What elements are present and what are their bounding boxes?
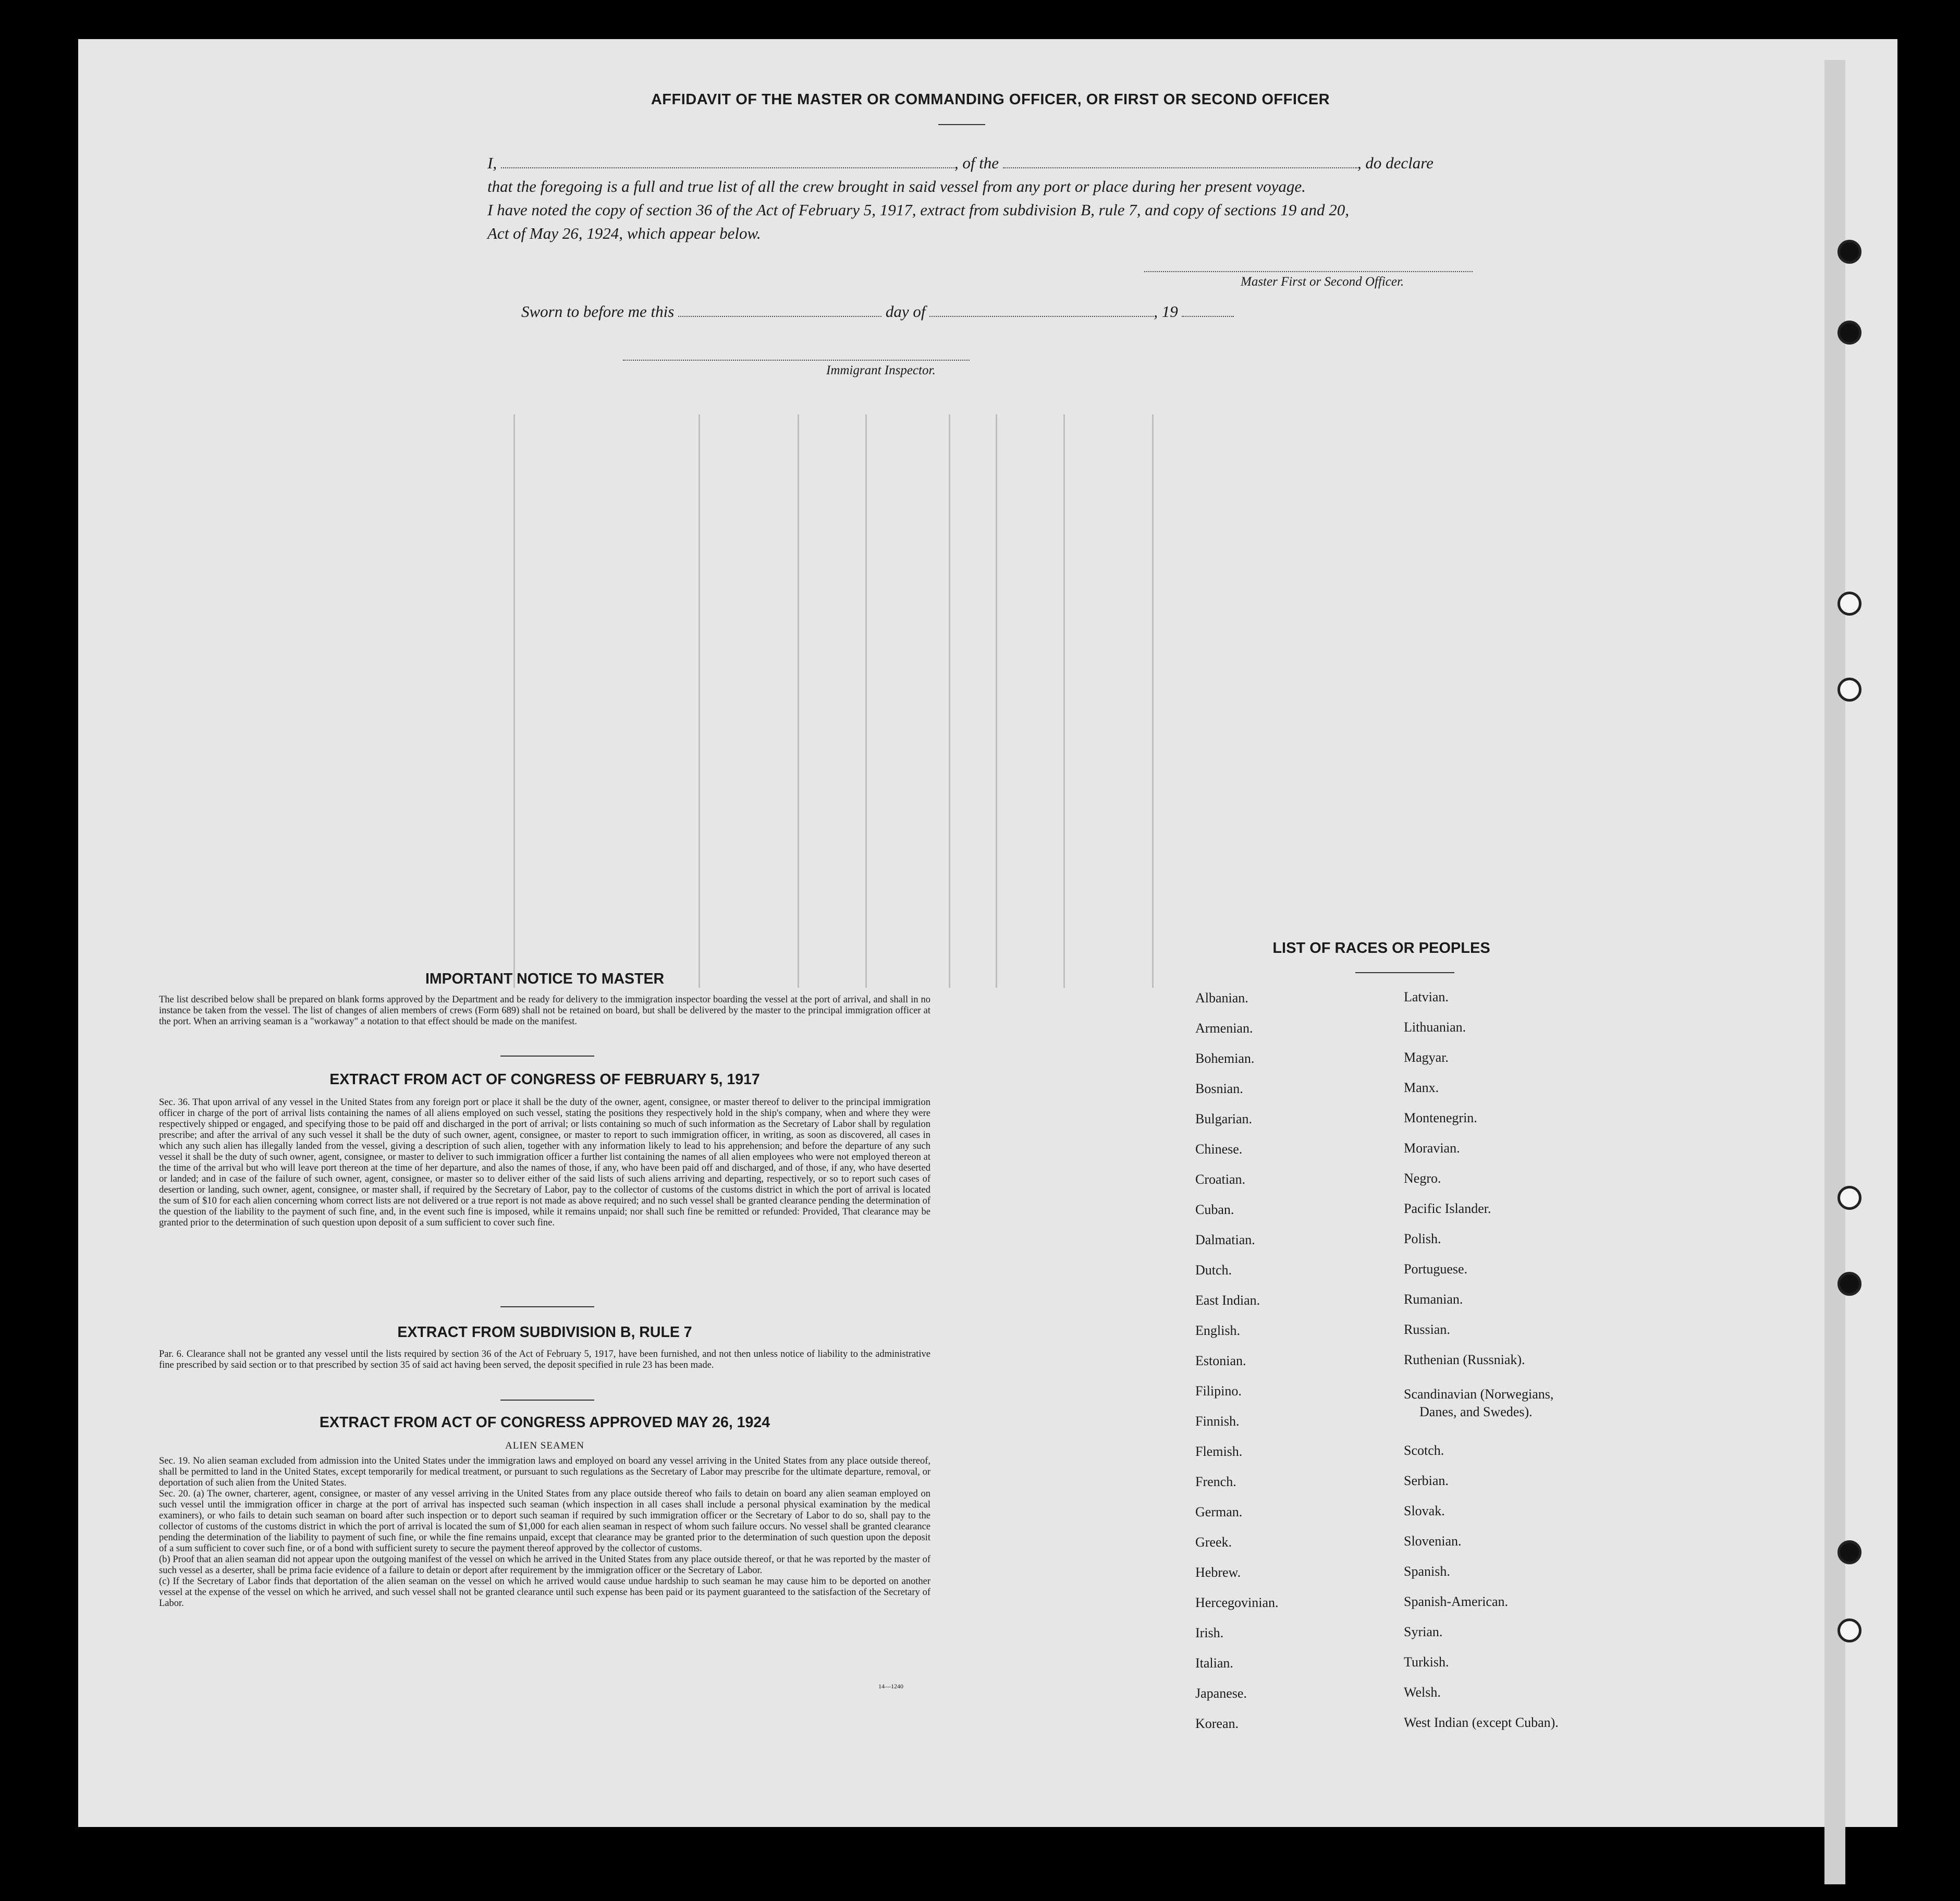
races-title-underline [1355,972,1454,973]
extract-1924-title: EXTRACT FROM ACT OF CONGRESS APPROVED MAY 26, 1924 [319,1414,770,1431]
sec-20a-text: Sec. 20. (a) The owner, charterer, agent, consignee, or master of any vessel arriving in the United States from any place outside thereof who fails to detain on board any alien seaman employed on such vessel until the immigration officer in charge at the port of arrival has inspected such seaman (which inspection in all cases shall include a personal physical examination by the medical examiners), or who fails to detain such seaman on board after such inspection or to deport such seaman if required by such immigration officer or the Secretary of Labor to do so, shall pay to the collector of customs of the customs district in which the port of arrival is located the sum of $1,000 for each alien seaman in respect of whom such failure occurs. No vessel shall be granted clearance pending the determination of the liability to payment of such fine, or while the fine remains unpaid, except that clearance may be granted prior to the determination of such question upon the deposit of a sum sufficient to cover such fine, or of a bond with sufficient surety to secure the payment thereof approved by the collector of customs. [159,1489,930,1554]
inspector-caption: Immigrant Inspector. [826,363,936,377]
race-item: Magyar. [1404,1050,1449,1065]
race-item: Latvian. [1404,989,1449,1004]
race-item: Montenegrin. [1404,1110,1477,1125]
race-item: Slovenian. [1404,1534,1462,1549]
races-title: LIST OF RACES OR PEOPLES [1272,940,1490,956]
race-item: Ruthenian (Russniak). [1404,1352,1525,1367]
race-item: Turkish. [1404,1654,1449,1670]
punch-hole [1838,1272,1861,1296]
race-item: Hebrew. [1195,1565,1241,1580]
day-blank[interactable] [678,303,881,317]
race-item: Italian. [1195,1655,1233,1671]
race-item: Chinese. [1195,1142,1243,1157]
affidavit-line-2: that the foregoing is a full and true list of all the crew brought in said vessel from any port or place during her present voyage. [487,177,1306,195]
master-signature-line[interactable] [1144,271,1473,272]
punch-hole [1838,1186,1861,1210]
affidavit-i-label: I, [487,154,497,172]
punch-hole [1838,678,1861,702]
do-declare-label: , do declare [1357,154,1434,172]
extract-1917-text: Sec. 36. That upon arrival of any vessel in the United States from any foreign port or place it shall be the duty of the owner, agent, consignee, or master thereof to deliver to the principal immigration officer in charge of the port of arrival lists containing the names of all aliens employed on such vessel, stating the positions they respectively hold in the ship's company, when and where they were respectively shipped or engaged, and specifying those to be paid off and discharged in the port of arrival; or lists containing so much of such information as the Secretary of Labor shall by regulation prescribe; and after the arrival of any such vessel it shall be the duty of such owner, agent, consignee, or master to report to such immigration officer, in writing, as soon as discovered, all cases in which any such alien has illegally landed from the vessel, giving a description of such alien, together with any information likely to lead to his apprehension; and before the departure of any such vessel it shall be the duty of such owner, agent, consignee, or master to deliver to such immigration officer a further list containing the names of all alien employees who were not employed thereon at the time of the arrival but who will leave port thereon at the time of her departure, and also the names of those, if any, who have been paid off and discharged, and of those, if any, who have deserted or landed; and in case of the failure of such owner, agent, consignee, or master so to deliver either of the said lists of such aliens arriving and departing, respectively, or so to report such cases of desertion or landing, such owner, agent, consignee, or master shall, if required by the Secretary of Labor, pay to the collector of customs of the customs district in which the port of arrival is located the sum of $10 for each alien concerning whom correct lists are not delivered or a true report is not made as above required; and no such vessel shall be granted clearance pending the determination of the question of the liability to the payment of such fine, and, in the event such fine is imposed, while it remains unpaid; nor shall such fine be remitted or refunded: Provided, That clearance may be granted prior to the determination of such question upon deposit of a sum sufficient to cover such fine. [159,1097,930,1228]
race-item: Lithuanian. [1404,1020,1466,1035]
extract-rule7-text: Par. 6. Clearance shall not be granted any vessel until the lists required by section 36 of the Act of February 5, 1917, have been furnished, and not then unless notice of liability to the administrative fine prescribed by said section or to that prescribed by section 35 of said act having been served, the deposit specified in rule 23 has been made. [159,1349,930,1370]
race-item: Dalmatian. [1195,1232,1255,1247]
title-underline [938,124,985,125]
race-item: Cuban. [1195,1202,1234,1217]
punch-hole [1838,321,1861,345]
race-item: German. [1195,1504,1243,1519]
punch-hole [1838,240,1861,264]
section-divider [500,1056,594,1057]
race-item: English. [1195,1323,1240,1338]
race-item: Serbian. [1404,1473,1449,1488]
extract-rule7-title: EXTRACT FROM SUBDIVISION B, RULE 7 [397,1324,692,1341]
race-item: West Indian (except Cuban). [1404,1715,1559,1730]
notice-title: IMPORTANT NOTICE TO MASTER [425,971,665,987]
race-item: Dutch. [1195,1262,1232,1278]
race-item: French. [1195,1474,1236,1489]
master-caption: Master First or Second Officer. [1241,275,1404,289]
race-item: Hercegovinian. [1195,1595,1279,1610]
race-item: Negro. [1404,1171,1441,1186]
race-item: Flemish. [1195,1444,1243,1459]
month-blank[interactable] [929,303,1154,317]
race-item: Scandinavian (Norwegians, [1404,1387,1554,1402]
race-item: Irish. [1195,1625,1224,1640]
race-item: Armenian. [1195,1021,1253,1036]
race-item: Polish. [1404,1231,1441,1246]
year-label: , 19 [1154,302,1178,321]
race-item: Japanese. [1195,1686,1247,1701]
race-item: Syrian. [1404,1624,1443,1639]
affidavit-text [487,151,1504,245]
race-item: Greek. [1195,1535,1232,1550]
race-item: East Indian. [1195,1293,1260,1308]
race-item: Estonian. [1195,1353,1246,1368]
race-item: Manx. [1404,1080,1439,1095]
sworn-label: Sworn to before me this [521,302,675,321]
race-item: Scotch. [1404,1443,1444,1458]
section-divider [500,1400,594,1401]
race-item: Spanish. [1404,1564,1450,1579]
extract-1917-title: EXTRACT FROM ACT OF CONGRESS OF FEBRUARY 5, 1917 [329,1071,760,1088]
extract-1924-text [159,1456,930,1609]
alien-seamen-subtitle: ALIEN SEAMEN [505,1440,584,1451]
race-item: Danes, and Swedes). [1419,1404,1533,1419]
race-item: Croatian. [1195,1172,1246,1187]
race-item: Slovak. [1404,1503,1445,1518]
race-item: Filipino. [1195,1383,1242,1399]
race-item: Bulgarian. [1195,1111,1253,1126]
race-item: Bosnian. [1195,1081,1243,1096]
race-item: Albanian. [1195,990,1248,1005]
race-item: Portuguese. [1404,1261,1468,1277]
notice-text: The list described below shall be prepared on blank forms approved by the Department and be ready for delivery to the immigration inspector boarding the vessel at the port of arrival, and shall in no instance be taken from the vessel. The list of changes of alien members of crews (Form 689) shall not be retained on board, but shall be delivered by the master to the principal immigration officer at the port. When an arriving seaman is a "workaway" a notation to that effect should be made on the manifest. [159,995,930,1027]
race-item: Welsh. [1404,1685,1441,1700]
sec-20c-text: (c) If the Secretary of Labor finds that deportation of the alien seaman on the vessel on which he arrived would cause undue hardship to such seaman he may cause him to be deported on another vessel at the expense of the vessel on which he arrived, and such vessel shall not be granted clearance until such expense has been paid or its payment guaranteed to the satisfaction of the Secretary of Labor. [159,1576,930,1609]
year-blank[interactable] [1182,303,1234,317]
punch-hole [1838,592,1861,616]
sec-20b-text: (b) Proof that an alien seaman did not appear upon the outgoing manifest of the vessel on which he arrived in the United States from any place outside thereof, or that he was reported by the master of such vessel as a deserter, shall be prima facie evidence of a failure to detain or deport after requirement by the immigration officer or the Secretary of Labor. [159,1554,930,1576]
race-item: Russian. [1404,1322,1450,1337]
race-item: Bohemian. [1195,1051,1255,1066]
race-item: Moravian. [1404,1140,1460,1156]
punch-hole [1838,1618,1861,1642]
race-item: Finnish. [1195,1414,1240,1429]
sworn-line [521,302,1234,321]
name-blank[interactable] [501,155,954,168]
race-item: Pacific Islander. [1404,1201,1491,1216]
affidavit-line-3: I have noted the copy of section 36 of the Act of February 5, 1917, extract from subdivision B, rule 7, and copy of sections 19 and 20, [487,201,1350,219]
section-divider [500,1306,594,1307]
race-item: Rumanian. [1404,1292,1463,1307]
race-item: Korean. [1195,1716,1239,1731]
day-of-label: day of [885,302,926,321]
inspector-signature-line[interactable] [623,360,970,361]
affidavit-title: AFFIDAVIT OF THE MASTER OR COMMANDING OFFICER, OR FIRST OR SECOND OFFICER [651,91,1330,108]
affidavit-line-4: Act of May 26, 1924, which appear below. [487,224,761,242]
vessel-blank[interactable] [1003,155,1357,168]
form-number: 14—1240 [878,1683,903,1690]
affidavit-line-1 [487,151,1504,175]
punch-hole [1838,1540,1861,1564]
sec-19-text: Sec. 19. No alien seaman excluded from admission into the United States under the immigration laws and employed on board any vessel arriving in the United States from any place outside thereof, shall be permitted to land in the United States, except temporarily for medical treatment, or pursuant to such regulations as the Secretary of Labor may prescribe for the ultimate departure, removal, or deportation of such alien from the United States. [159,1456,930,1488]
race-item: Spanish-American. [1404,1594,1509,1609]
of-the-label: , of the [954,154,999,172]
